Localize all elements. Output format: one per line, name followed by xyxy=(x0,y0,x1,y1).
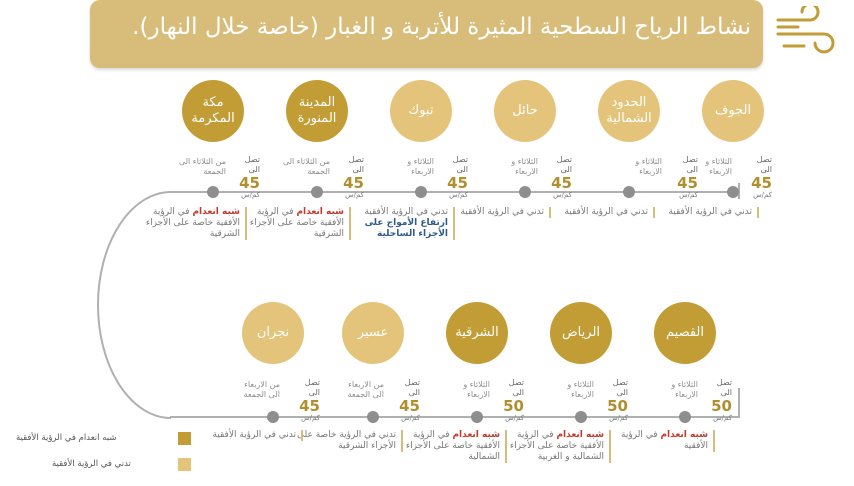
wind-speed-makkah: تصل الى 45 كم/س xyxy=(239,155,260,199)
period-qassim: الثلاثاء و الاربعاء xyxy=(671,380,698,399)
wind-speed-tabuk: تصل الى 45 كم/س xyxy=(447,155,468,199)
wind-speed-najran: تصل الى 45 كم/س xyxy=(299,378,320,422)
period-asir: من الاربعاء الى الجمعة xyxy=(347,380,384,399)
timeline-dot-najran xyxy=(267,411,279,423)
bottom-timeline-end xyxy=(738,388,740,416)
period-hail: الثلاثاء و الاربعاء xyxy=(511,157,538,176)
timeline-dot-madinah xyxy=(311,186,323,198)
period-tabuk: الثلاثاء و الاربعاء xyxy=(407,157,434,176)
region-circle-riyadh: الرياض xyxy=(550,302,612,364)
period-makkah: من الثلاثاء الى الجمعة xyxy=(178,157,226,176)
description-aljouf: تدني في الرؤية الأفقية xyxy=(644,207,759,218)
timeline-dot-eastern xyxy=(471,411,483,423)
wind-speed-riyadh: تصل الى 50 كم/س xyxy=(607,378,628,422)
timeline-dot-hail xyxy=(519,186,531,198)
wind-speed-northern-borders: تصل الى 45 كم/س xyxy=(677,155,698,199)
description-qassim: شبه انعدام في الرؤية الأفقية xyxy=(600,430,715,452)
period-riyadh: الثلاثاء و الاربعاء xyxy=(567,380,594,399)
description-najran: تدني في الرؤية الأفقية xyxy=(188,430,303,441)
description-eastern: شبه انعدام في الرؤية الأفقية خاصة على الأجزاء الشمالية xyxy=(392,430,507,463)
legend-swatch-dark xyxy=(178,432,191,445)
legend-item-near-zero xyxy=(16,432,196,454)
wind-icon xyxy=(774,6,838,64)
region-circle-hail: حائل xyxy=(494,80,556,142)
wind-speed-asir: تصل الى 45 كم/س xyxy=(399,378,420,422)
period-najran: من الاربعاء الى الجمعة xyxy=(243,380,280,399)
region-circle-eastern: الشرقية xyxy=(446,302,508,364)
period-madinah: من الثلاثاء الى الجمعة xyxy=(282,157,330,176)
description-madinah: شبه انعدام في الرؤية الأفقية خاصة على الأجزاء الشرقية xyxy=(236,207,351,240)
description-riyadh: شبه انعدام في الرؤية الأفقية خاصة على الأجزاء الشمالية و الغربية xyxy=(496,430,611,463)
wind-speed-aljouf: تصل الى 45 كم/س xyxy=(751,155,772,199)
title-banner xyxy=(90,0,763,68)
timeline-dot-makkah xyxy=(207,186,219,198)
region-circle-madinah: المدينة المنورة xyxy=(286,80,348,142)
legend-label-reduced: تدني في الرؤية الأفقية xyxy=(52,459,131,469)
period-eastern: الثلاثاء و الاربعاء xyxy=(463,380,490,399)
timeline-dot-asir xyxy=(367,411,379,423)
page-title: نشاط الرياح السطحية المثيرة للأتربة و الغبار (خاصة خلال النهار). xyxy=(132,14,751,40)
description-hail: تدني في الرؤية الأفقية xyxy=(436,207,551,218)
legend-label-near-zero: شبه انعدام في الرؤية الأفقية xyxy=(16,433,117,443)
description-tabuk: تدني في الرؤية الأفقية ارتفاع الأمواج على الأجزاء الساحلية xyxy=(340,207,455,240)
description-northern-borders: تدني في الرؤية الأفقية xyxy=(540,207,655,218)
region-circle-tabuk: تبوك xyxy=(390,80,452,142)
legend-item-reduced xyxy=(16,458,196,480)
timeline-dot-aljouf xyxy=(727,186,739,198)
region-circle-makkah: مكة المكرمة xyxy=(182,80,244,142)
description-asir: تدني في الرؤية خاصة على الأجزاء الشرقية xyxy=(288,430,403,452)
timeline-dot-tabuk xyxy=(415,186,427,198)
region-circle-najran: نجران xyxy=(242,302,304,364)
region-circle-asir: عسير xyxy=(342,302,404,364)
region-circle-aljouf: الجوف xyxy=(702,80,764,142)
timeline-dot-riyadh xyxy=(575,411,587,423)
description-makkah: شبه انعدام في الرؤية الأفقية خاصة على الأجزاء الشرقية xyxy=(132,207,247,240)
wind-speed-qassim: تصل الى 50 كم/س xyxy=(711,378,732,422)
wind-speed-eastern: تصل الى 50 كم/س xyxy=(503,378,524,422)
period-aljouf: الثلاثاء و الاربعاء xyxy=(705,157,732,176)
bottom-timeline xyxy=(170,416,740,418)
wind-speed-hail: تصل الى 45 كم/س xyxy=(551,155,572,199)
period-northern-borders: الثلاثاء و الاربعاء xyxy=(635,157,662,176)
wind-speed-madinah: تصل الى 45 كم/س xyxy=(343,155,364,199)
timeline-dot-qassim xyxy=(679,411,691,423)
region-circle-northern-borders: الحدود الشمالية xyxy=(598,80,660,142)
timeline-dot-northern-borders xyxy=(623,186,635,198)
region-circle-qassim: القصيم xyxy=(654,302,716,364)
legend-swatch-light xyxy=(178,458,191,471)
